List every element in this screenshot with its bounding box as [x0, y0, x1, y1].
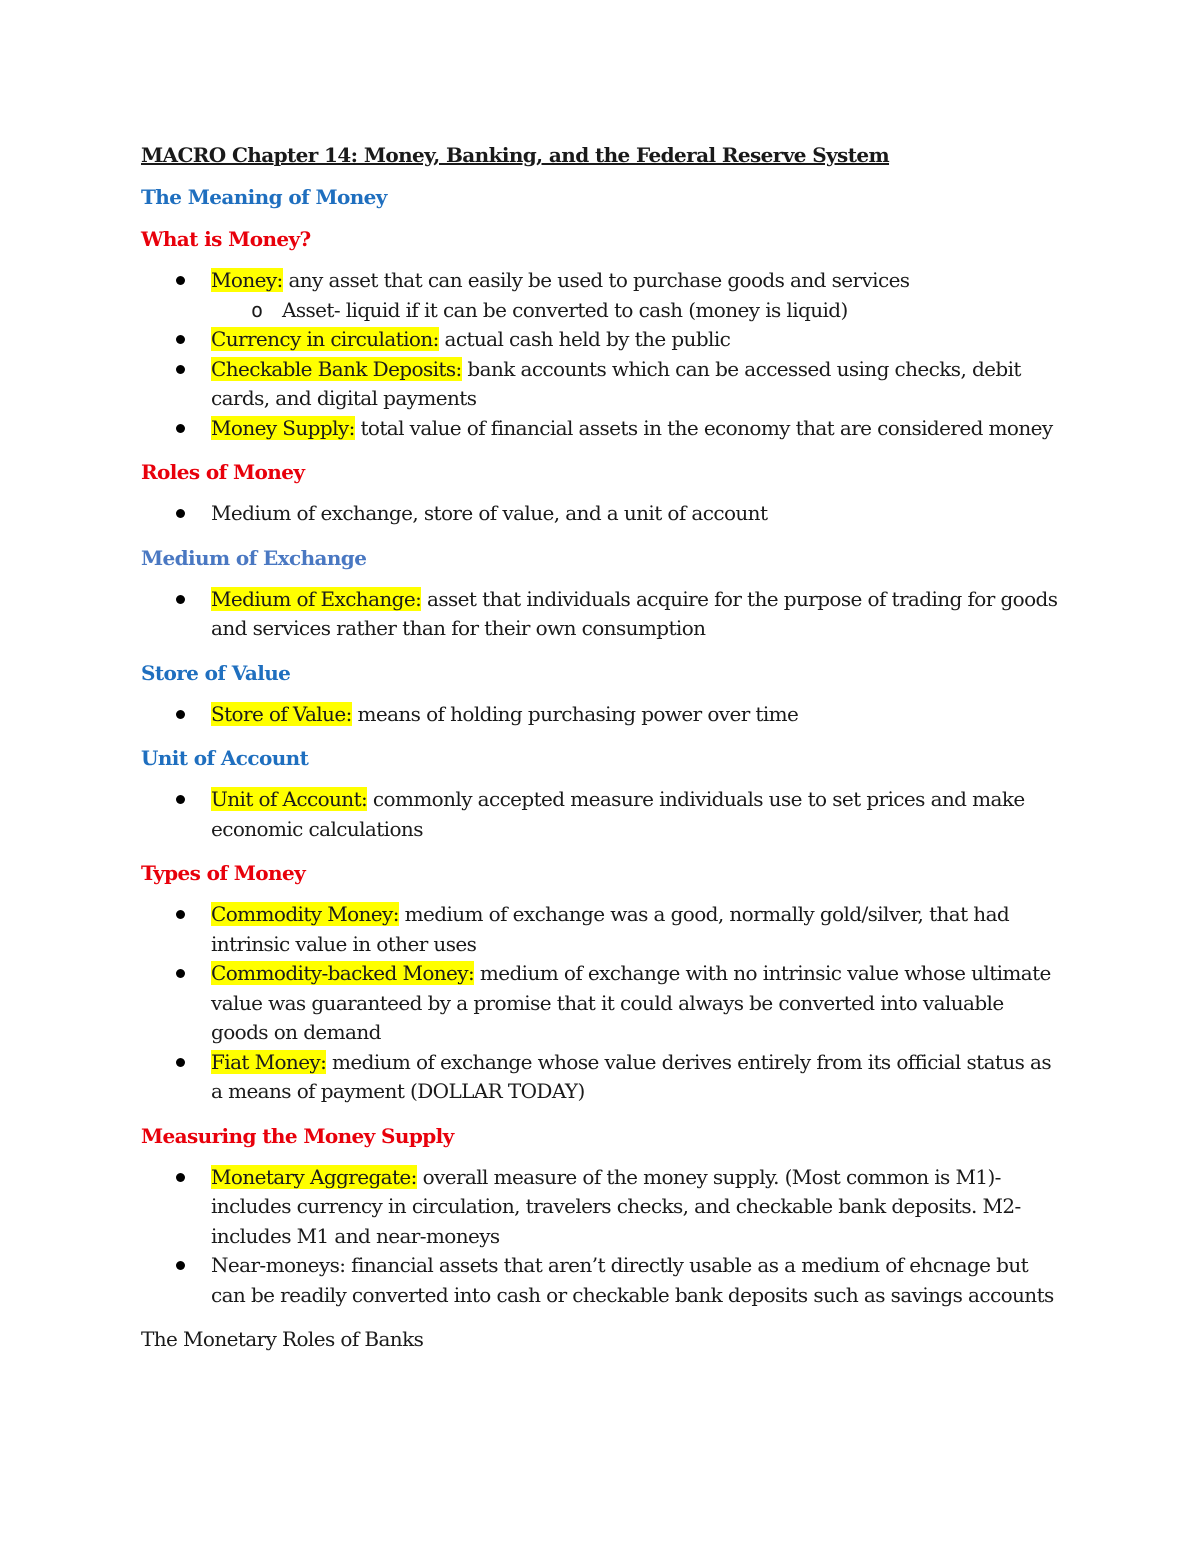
highlighted-term: Commodity-backed Money:: [211, 961, 475, 985]
definition-text: asset that individuals acquire for the purpose of trading for goods and services rather than for their own consumption: [211, 586, 1058, 640]
list-item: [141, 700, 1061, 730]
highlighted-term: Money Supply:: [211, 415, 355, 440]
bullet-icon: [176, 710, 185, 719]
heading-what-is-money: What is Money?: [141, 227, 311, 251]
bullet-icon: [176, 1058, 185, 1067]
list-item: [141, 355, 1061, 414]
heading-roles-of-money: Roles of Money: [141, 460, 305, 484]
item-text: Medium of exchange, store of value, and a unit of account: [211, 501, 768, 525]
bullet-icon: [176, 424, 185, 433]
heading-meaning-of-money: The Meaning of Money: [141, 185, 387, 209]
bullet-icon: [176, 595, 185, 604]
list-item: [141, 1251, 1061, 1310]
list-item: [141, 499, 1061, 529]
definition-text: bank accounts which can be accessed using checks, debit cards, and digital payments: [211, 356, 1021, 410]
heading-medium-of-exchange: Medium of Exchange: [141, 545, 367, 570]
list-item: [141, 1163, 1061, 1252]
heading-store-of-value: Store of Value: [141, 660, 291, 685]
list-item: [141, 785, 1061, 844]
definition-text: medium of exchange was a good, normally gold/silver, that had intrinsic value in other uses: [211, 902, 1010, 956]
list-roles-of-money: [141, 499, 1061, 529]
heading-monetary-roles-of-banks: The Monetary Roles of Banks: [141, 1327, 424, 1351]
list-item: [141, 900, 1061, 959]
highlighted-term: Currency in circulation:: [211, 327, 439, 351]
bullet-icon: [176, 365, 185, 374]
highlighted-term: Unit of Account:: [211, 787, 368, 811]
highlighted-term: Checkable Bank Deposits:: [211, 356, 462, 381]
list-item: [141, 325, 1061, 355]
sub-list: [211, 296, 1061, 326]
highlighted-term: Fiat Money:: [211, 1049, 327, 1074]
bullet-icon: [176, 509, 185, 518]
heading-measuring-money-supply: Measuring the Money Supply: [141, 1123, 454, 1148]
document-page: [141, 140, 1061, 1354]
bullet-icon: [176, 795, 185, 804]
definition-text: actual cash held by the public: [438, 327, 731, 351]
definition-text: overall measure of the money supply. (Most common is M1)- includes currency in circulation, travelers checks, and checkable bank deposits. M2- includes M1 and near-moneys: [211, 1164, 1021, 1248]
bullet-icon: [176, 276, 185, 285]
highlighted-term: Money:: [211, 268, 283, 292]
highlighted-term: Commodity Money:: [211, 902, 399, 926]
circle-bullet-icon: o: [251, 297, 263, 322]
definition-text: medium of exchange with no intrinsic value whose ultimate value was guaranteed by a promise that it could always be converted into valuable goods on demand: [211, 961, 1051, 1044]
highlighted-term: Store of Value:: [211, 701, 352, 726]
bullet-icon: [176, 1173, 185, 1182]
list-unit-of-account: [141, 785, 1061, 844]
sub-list-item: [211, 296, 1061, 326]
list-item: [141, 959, 1061, 1048]
list-item: [141, 414, 1061, 444]
document-title: MACRO Chapter 14: Money, Banking, and the Federal Reserve System: [141, 143, 890, 167]
definition-text: commonly accepted measure individuals use to set prices and make economic calculations: [211, 787, 1025, 841]
list-types-of-money: [141, 900, 1061, 1107]
bullet-icon: [176, 969, 185, 978]
list-medium-of-exchange: [141, 585, 1061, 644]
list-item: [141, 266, 1061, 325]
bullet-icon: [176, 1261, 185, 1270]
definition-text: medium of exchange whose value derives entirely from its official status as a means of payment (DOLLAR TODAY): [211, 1049, 1052, 1103]
item-text: Near-moneys: financial assets that aren’t directly usable as a medium of ehcnage but can be readily converted into cash or checkable bank deposits such as savings accounts: [211, 1253, 1054, 1307]
bullet-icon: [176, 335, 185, 344]
definition-text: total value of financial assets in the economy that are considered money: [354, 415, 1053, 440]
heading-unit-of-account: Unit of Account: [141, 746, 309, 770]
list-measuring-money-supply: [141, 1163, 1061, 1311]
list-what-is-money: [141, 266, 1061, 443]
list-item: [141, 1048, 1061, 1107]
definition-text: means of holding purchasing power over time: [351, 701, 799, 726]
list-store-of-value: [141, 700, 1061, 730]
bullet-icon: [176, 910, 185, 919]
definition-text: any asset that can easily be used to purchase goods and services: [282, 268, 910, 292]
sub-item-text: Asset- liquid if it can be converted to cash (money is liquid): [282, 297, 848, 322]
highlighted-term: Medium of Exchange:: [211, 586, 422, 611]
heading-types-of-money: Types of Money: [141, 861, 306, 885]
highlighted-term: Monetary Aggregate:: [211, 1164, 417, 1189]
list-item: [141, 585, 1061, 644]
